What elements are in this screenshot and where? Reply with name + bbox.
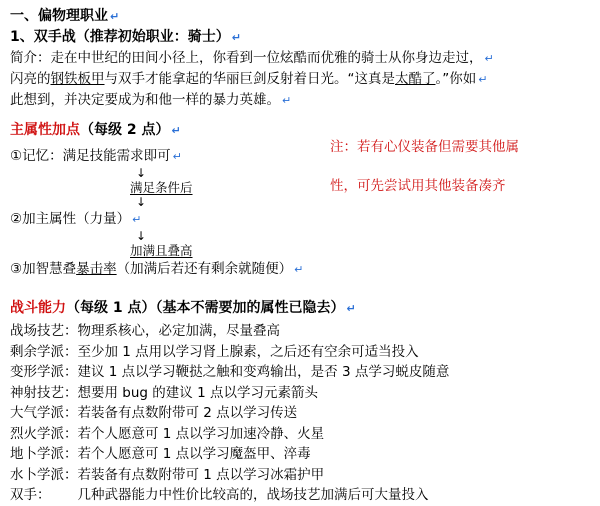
skill-description: 若装备有点数附带可 1 点以学习冰霜护甲 bbox=[77, 466, 325, 483]
intro-label: 简介： bbox=[10, 50, 51, 66]
section1-intro-line2 bbox=[10, 69, 590, 90]
document-title bbox=[10, 6, 590, 27]
main-attribute-heading-rest: （每级 2 点） bbox=[80, 122, 170, 138]
flow-arrow-3: ↓ bbox=[136, 229, 147, 243]
table-row bbox=[10, 321, 449, 342]
paragraph-mark-icon: ↵ bbox=[231, 31, 241, 44]
side-note-line-2 bbox=[330, 172, 506, 200]
skill-description: 想要用 bug 的建议 1 点以学习元素箭头 bbox=[77, 384, 318, 401]
section1-heading bbox=[10, 27, 590, 48]
intro-highlight-cool: 太酷了 bbox=[395, 71, 436, 87]
main-attribute-item-1-text: ①记忆：满足技能需求即可 bbox=[10, 148, 171, 164]
skill-description: 若个人愿意可 1 点以学习魔盔甲、淬毒 bbox=[77, 446, 311, 462]
paragraph-mark-icon: ↵ bbox=[171, 124, 181, 137]
paragraph-mark-icon: ↵ bbox=[132, 213, 142, 226]
main-attribute-heading-text: 主属性加点 bbox=[10, 122, 80, 138]
skill-name: 战场技艺： bbox=[10, 323, 78, 339]
skill-description: 几种武器能力中性价比较高的，战场技艺加满后可大量投入 bbox=[77, 487, 429, 503]
paragraph-mark-icon: ↵ bbox=[110, 10, 120, 23]
side-note-line-1 bbox=[330, 133, 519, 161]
table-row bbox=[10, 342, 449, 363]
skill-name: 神射技艺： bbox=[10, 384, 78, 401]
intro-line2-c: 与双手才能拿起的华丽巨剑反射着日光。“这真是 bbox=[104, 71, 395, 87]
skill-name: 水卜学派： bbox=[10, 466, 78, 483]
intro-line2-a: 闪亮的 bbox=[10, 71, 51, 87]
table-row bbox=[10, 362, 449, 383]
intro-line3-text: 此想到，并决定要成为和他一样的暴力英雄。 bbox=[10, 92, 280, 108]
skill-name: 剩余学派： bbox=[10, 343, 78, 360]
skill-description: 物理系核心，必定加满，尽量叠高 bbox=[77, 323, 280, 339]
skill-name: 双手： bbox=[10, 487, 51, 503]
table-row bbox=[10, 465, 449, 486]
section1-heading-text: 1、双手战（推荐初始职业：骑士） bbox=[10, 29, 230, 45]
table-row bbox=[10, 403, 449, 424]
intro-line1-text: 走在中世纪的田间小径上，你看到一位炫酷而优雅的骑士从你身边走过， bbox=[50, 50, 483, 66]
flow-arrow-2: ↓ bbox=[136, 195, 147, 209]
combat-skill-table bbox=[10, 321, 449, 506]
skill-name: 地卜学派： bbox=[10, 446, 78, 462]
main-attribute-item-3-underline: 暴击率 bbox=[76, 261, 117, 277]
main-attribute-item-2-text: ②加主属性（力量） bbox=[10, 211, 131, 227]
main-attribute-condition-text: 满足条件后 bbox=[130, 180, 193, 195]
skill-description: 至少加 1 点用以学习肾上腺素，之后还有空余可适当投入 bbox=[77, 343, 419, 360]
combat-heading-text: 战斗能力 bbox=[10, 300, 66, 316]
paragraph-mark-icon: ↵ bbox=[294, 263, 304, 276]
side-note-line-2-text: 性，可先尝试用其他装备凑齐 bbox=[330, 178, 506, 194]
paragraph-mark-icon: ↵ bbox=[346, 302, 356, 315]
combat-heading bbox=[10, 298, 590, 319]
table-row bbox=[10, 485, 449, 506]
side-note-line-1-text: 注：若有心仪装备但需要其他属 bbox=[330, 139, 519, 155]
skill-name: 烈火学派： bbox=[10, 425, 78, 442]
combat-heading-rest: （每级 1 点）（基本不需要加的属性已隐去） bbox=[66, 300, 345, 316]
main-attribute-item-2 bbox=[10, 209, 590, 230]
table-row bbox=[10, 383, 449, 404]
flow-arrow-1: ↓ bbox=[136, 166, 147, 180]
spacer bbox=[10, 111, 590, 120]
main-attribute-item-3-suffix: （加满后若还有剩余就随便） bbox=[116, 261, 293, 277]
main-attribute-item3-note-text: 加满且叠高 bbox=[130, 243, 193, 258]
paragraph-mark-icon: ↵ bbox=[478, 73, 488, 86]
table-row bbox=[10, 424, 449, 445]
intro-highlight-armor: 钢铁板甲 bbox=[50, 71, 105, 87]
spacer bbox=[10, 289, 590, 298]
main-attribute-item3-note bbox=[130, 243, 590, 259]
paragraph-mark-icon: ↵ bbox=[484, 52, 494, 65]
section1-intro-line3 bbox=[10, 90, 590, 111]
intro-line2-e: 。”你如 bbox=[435, 71, 477, 87]
paragraph-mark-icon: ↵ bbox=[172, 150, 182, 163]
table-row bbox=[10, 444, 449, 465]
spacer bbox=[10, 280, 590, 289]
section1-intro-line1 bbox=[10, 48, 590, 69]
skill-description: 若装备有点数附带可 2 点以学习传送 bbox=[77, 405, 298, 421]
paragraph-mark-icon: ↵ bbox=[282, 94, 292, 107]
skill-description: 若个人愿意可 1 点以学习加速冷静、火星 bbox=[77, 425, 325, 442]
main-attribute-item-3 bbox=[10, 259, 590, 280]
skill-name: 变形学派： bbox=[10, 364, 78, 380]
document-title-text: 一、偏物理职业 bbox=[10, 8, 108, 24]
skill-description: 建议 1 点以学习鞭挞之触和变鸡输出，是否 3 点学习蜕皮随意 bbox=[77, 364, 450, 380]
main-attribute-item-3-prefix: ③加智慧叠 bbox=[10, 261, 77, 277]
skill-name: 大气学派： bbox=[10, 405, 78, 421]
